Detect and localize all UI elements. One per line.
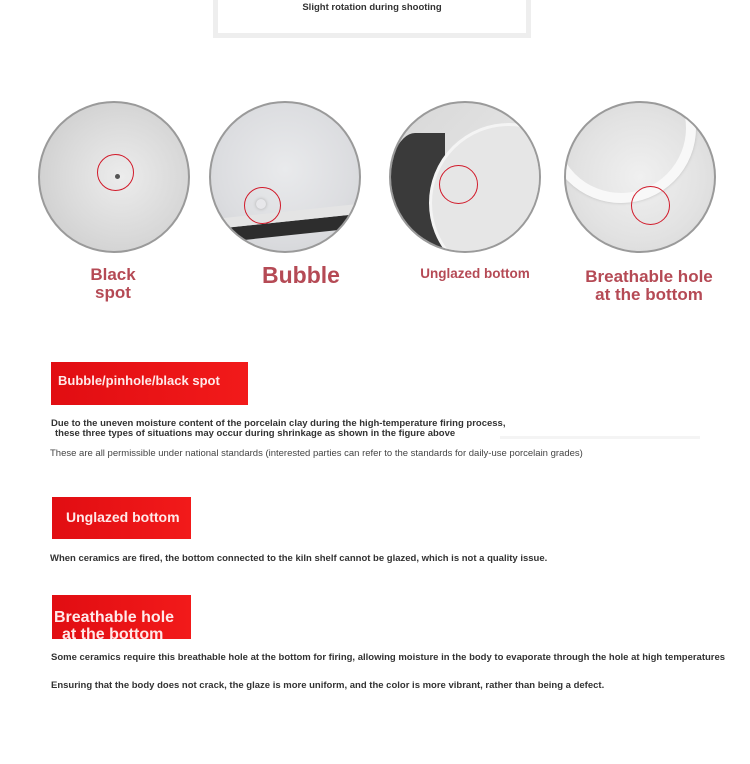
unglazed-bottom-label: Unglazed bottom <box>420 266 530 281</box>
breathable-title-line1: Breathable hole <box>54 609 175 626</box>
bubble-pinhole-banner <box>51 362 248 405</box>
unglazed-bottom-photo <box>389 101 541 253</box>
black-spot-label-line2: spot <box>95 282 131 302</box>
bubble-text-2: These are all permissible under national standards (interested parties can refer to the standards for daily-use porcelain grades) <box>50 448 583 459</box>
bubble-photo <box>209 101 361 253</box>
faint-line <box>500 436 700 439</box>
breathable-hole-banner <box>52 595 191 643</box>
breathable-label-line1: Breathable hole <box>585 267 713 286</box>
breathable-hole-label <box>561 268 737 304</box>
black-spot-dot <box>115 174 120 179</box>
bubble-label: Bubble <box>262 262 340 288</box>
black-spot-marker <box>97 154 134 191</box>
bubble-text-line1: Due to the uneven moisture content of the porcelain clay during the high-temperature firing process, <box>51 418 506 429</box>
top-caption: Slight rotation during shooting <box>302 2 442 13</box>
bubble-pinhole-title: Bubble/pinhole/black spot <box>58 373 220 388</box>
foot-ring <box>564 101 696 203</box>
black-spot-label <box>72 266 154 302</box>
unglazed-marker <box>439 165 478 204</box>
unglazed-bottom-banner <box>52 497 191 539</box>
top-photo-frame <box>213 0 531 38</box>
breathable-text-2: Ensuring that the body does not crack, the glaze is more uniform, and the color is more vibrant, rather than being a defect. <box>51 680 605 691</box>
breathable-label-line2: at the bottom <box>595 284 703 304</box>
unglazed-bottom-title: Unglazed bottom <box>66 509 180 525</box>
black-spot-photo <box>38 101 190 253</box>
breathable-hole-photo <box>564 101 716 253</box>
black-spot-label-line1: Black <box>90 265 136 284</box>
breathable-marker <box>631 186 670 225</box>
breathable-title-line2: at the bottom <box>62 626 164 643</box>
breathable-text-1: Some ceramics require this breathable hole at the bottom for firing, allowing moisture in the body to evaporate through the hole at high temperatures <box>51 652 726 663</box>
bubble-spot <box>256 199 266 209</box>
unglazed-text: When ceramics are fired, the bottom connected to the kiln shelf cannot be glazed, which is not a quality issue. <box>50 553 548 564</box>
bubble-text-line2: these three types of situations may occur during shrinkage as shown in the figure above <box>55 428 456 439</box>
